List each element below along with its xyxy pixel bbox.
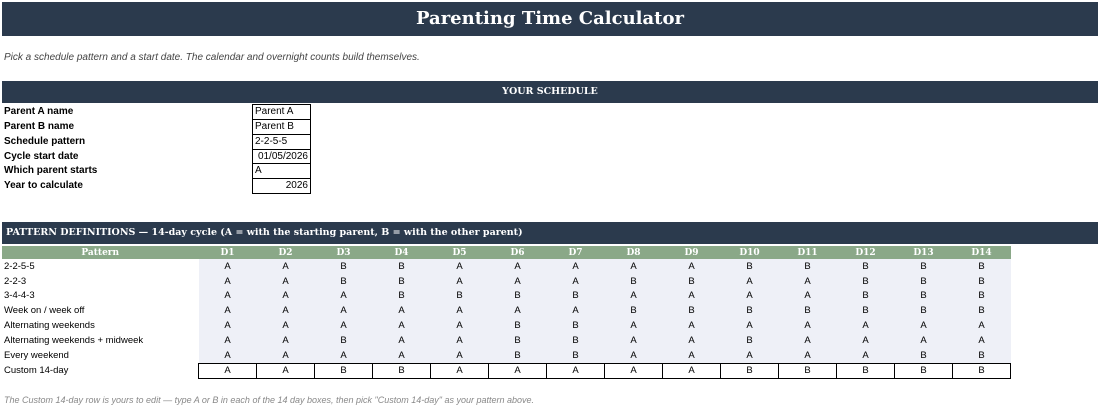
pattern-day-cell: B: [373, 274, 431, 289]
pattern-day-cell: B: [895, 274, 953, 289]
pattern-day-cell: A: [837, 348, 895, 363]
custom-day-cell[interactable]: B: [373, 363, 431, 379]
pattern-row: [2, 274, 1011, 289]
pattern-day-cell: A: [373, 333, 431, 348]
schedule-section-header: YOUR SCHEDULE: [2, 81, 1098, 103]
pattern-day-cell: A: [721, 289, 779, 304]
pattern-row: [2, 303, 1011, 318]
pattern-day-cell: B: [837, 259, 895, 274]
pattern-day-cell: B: [953, 303, 1011, 318]
pattern-name: 2-2-5-5: [4, 260, 35, 272]
pattern-day-cell: B: [721, 303, 779, 318]
pattern-day-cell: A: [199, 259, 257, 274]
day-column-header: D8: [605, 246, 663, 259]
pattern-day-cell: A: [257, 289, 315, 304]
pattern-day-cell: A: [199, 303, 257, 318]
custom-day-cell[interactable]: A: [199, 363, 257, 379]
pattern-day-cell: A: [605, 318, 663, 333]
pattern-day-cell: A: [663, 348, 721, 363]
day-column-header: D2: [257, 246, 315, 259]
custom-day-cell[interactable]: B: [837, 363, 895, 379]
day-column-header: D3: [315, 246, 373, 259]
pattern-day-cell: A: [431, 318, 489, 333]
pattern-day-cell: A: [315, 318, 373, 333]
pattern-day-cell: B: [489, 348, 547, 363]
day-column-header: D1: [199, 246, 257, 259]
pattern-day-cell: B: [431, 289, 489, 304]
pattern-day-cell: B: [953, 274, 1011, 289]
pattern-day-cell: A: [257, 318, 315, 333]
pattern-day-cell: A: [721, 318, 779, 333]
day-column-header: D10: [721, 246, 779, 259]
pattern-day-cell: A: [547, 274, 605, 289]
pattern-day-cell: A: [257, 303, 315, 318]
pattern-day-cell: A: [605, 259, 663, 274]
pattern-day-cell: A: [895, 318, 953, 333]
pattern-day-cell: A: [257, 333, 315, 348]
pattern-day-cell: B: [547, 348, 605, 363]
custom-day-cell[interactable]: A: [663, 363, 721, 379]
day-column-header: D14: [953, 246, 1011, 259]
pattern-day-cell: A: [373, 348, 431, 363]
custom-day-cell[interactable]: A: [489, 363, 547, 379]
custom-day-cell[interactable]: B: [895, 363, 953, 379]
pattern-day-cell: B: [721, 259, 779, 274]
custom-day-cell[interactable]: A: [431, 363, 489, 379]
pattern-day-cell: B: [837, 274, 895, 289]
pattern-day-cell: A: [431, 274, 489, 289]
pattern-day-cell: B: [373, 259, 431, 274]
pattern-day-cell: A: [779, 348, 837, 363]
pattern-name: Week on / week off: [4, 305, 85, 317]
pattern-day-cell: A: [431, 259, 489, 274]
pattern-day-cell: B: [895, 303, 953, 318]
pattern-day-cell: A: [315, 289, 373, 304]
parent-b-name-input[interactable]: Parent B: [252, 119, 311, 135]
pattern-day-cell: A: [431, 348, 489, 363]
pattern-day-cell: B: [953, 259, 1011, 274]
pattern-day-cell: B: [489, 289, 547, 304]
pattern-name: Every weekend: [4, 349, 69, 361]
day-column-header: D4: [373, 246, 431, 259]
pattern-day-cell: A: [315, 348, 373, 363]
pattern-day-cell: A: [257, 259, 315, 274]
starting-parent-label: Which parent starts: [4, 165, 98, 176]
pattern-day-cell: B: [489, 333, 547, 348]
pattern-day-cell: A: [663, 318, 721, 333]
pattern-day-cell: A: [605, 333, 663, 348]
pattern-day-cell: A: [779, 333, 837, 348]
pattern-day-cell: B: [315, 333, 373, 348]
pattern-day-cell: B: [315, 259, 373, 274]
pattern-day-cell: A: [605, 348, 663, 363]
cycle-start-date-input[interactable]: 01/05/2026: [252, 149, 311, 165]
pattern-name: Custom 14-day: [4, 365, 69, 377]
pattern-day-cell: B: [489, 318, 547, 333]
custom-day-cell[interactable]: B: [779, 363, 837, 379]
custom-day-cell[interactable]: A: [605, 363, 663, 379]
custom-day-cell[interactable]: B: [315, 363, 373, 379]
parent-a-name-label: Parent A name: [4, 106, 74, 117]
day-column-header: D11: [779, 246, 837, 259]
pattern-day-cell: A: [489, 303, 547, 318]
pattern-day-cell: A: [837, 333, 895, 348]
pattern-day-cell: B: [547, 318, 605, 333]
pattern-day-cell: A: [373, 303, 431, 318]
pattern-day-cell: A: [779, 318, 837, 333]
pattern-day-cell: A: [837, 318, 895, 333]
pattern-day-cell: A: [663, 333, 721, 348]
pattern-name: Alternating weekends + midweek: [4, 334, 144, 346]
pattern-day-cell: A: [895, 333, 953, 348]
pattern-day-cell: B: [547, 289, 605, 304]
pattern-day-cell: B: [895, 259, 953, 274]
pattern-day-cell: A: [199, 289, 257, 304]
schedule-pattern-label: Schedule pattern: [4, 136, 86, 147]
parent-a-name-input[interactable]: Parent A: [252, 104, 311, 120]
page-title: Parenting Time Calculator: [2, 2, 1098, 36]
day-column-header: D7: [547, 246, 605, 259]
pattern-row: [2, 318, 1011, 333]
day-column-header: D5: [431, 246, 489, 259]
pattern-day-cell: B: [779, 303, 837, 318]
cycle-start-date-label: Cycle start date: [4, 151, 79, 162]
custom-day-cell[interactable]: A: [257, 363, 315, 379]
custom-row-footnote: The Custom 14-day row is yours to edit — type A or B in each of the 14 day boxes, then pick "Custom 14-day" as your pattern above.: [4, 395, 534, 405]
custom-day-cell[interactable]: B: [721, 363, 779, 379]
pattern-day-cell: A: [779, 274, 837, 289]
pattern-day-cell: A: [605, 289, 663, 304]
pattern-day-cell: B: [315, 274, 373, 289]
pattern-day-cell: A: [547, 259, 605, 274]
pattern-day-cell: B: [837, 303, 895, 318]
custom-day-cell[interactable]: A: [547, 363, 605, 379]
day-column-header: D13: [895, 246, 953, 259]
pattern-day-cell: B: [605, 274, 663, 289]
pattern-day-cell: A: [489, 259, 547, 274]
pattern-column-header: Pattern: [2, 246, 199, 259]
pattern-day-cell: A: [721, 274, 779, 289]
pattern-day-cell: B: [663, 303, 721, 318]
custom-pattern-row: [2, 363, 1011, 379]
pattern-name: 2-2-3: [4, 275, 27, 287]
pattern-day-cell: A: [953, 318, 1011, 333]
schedule-pattern-input[interactable]: 2-2-5-5: [252, 134, 311, 150]
day-column-header: D12: [837, 246, 895, 259]
custom-day-cell[interactable]: B: [953, 363, 1011, 379]
parent-b-name-label: Parent B name: [4, 121, 75, 132]
pattern-day-cell: A: [199, 274, 257, 289]
pattern-name: 3-4-4-3: [4, 290, 35, 302]
pattern-day-cell: A: [199, 348, 257, 363]
pattern-day-cell: A: [953, 333, 1011, 348]
pattern-header-row: [2, 246, 1011, 259]
pattern-day-cell: A: [663, 289, 721, 304]
pattern-day-cell: B: [895, 289, 953, 304]
pattern-row: [2, 348, 1011, 363]
pattern-name: Alternating weekends: [4, 320, 95, 332]
pattern-day-cell: A: [257, 348, 315, 363]
pattern-day-cell: B: [605, 303, 663, 318]
day-column-header: D6: [489, 246, 547, 259]
pattern-day-cell: B: [953, 348, 1011, 363]
pattern-day-cell: B: [547, 333, 605, 348]
intro-text: Pick a schedule pattern and a start date. The calendar and overnight counts build themselves.: [4, 52, 420, 63]
pattern-day-cell: A: [199, 333, 257, 348]
pattern-day-cell: A: [431, 303, 489, 318]
pattern-day-cell: B: [373, 289, 431, 304]
pattern-row: [2, 289, 1011, 304]
pattern-day-cell: A: [199, 318, 257, 333]
pattern-day-cell: A: [489, 274, 547, 289]
pattern-day-cell: A: [431, 333, 489, 348]
pattern-day-cell: B: [779, 259, 837, 274]
starting-parent-input[interactable]: A: [252, 163, 311, 179]
pattern-row: [2, 333, 1011, 348]
pattern-day-cell: A: [721, 348, 779, 363]
day-column-header: D9: [663, 246, 721, 259]
pattern-day-cell: B: [721, 333, 779, 348]
pattern-day-cell: A: [257, 274, 315, 289]
pattern-day-cell: B: [663, 274, 721, 289]
pattern-table: [2, 246, 1011, 379]
pattern-section-header: PATTERN DEFINITIONS — 14-day cycle (A = with the starting parent, B = with the other parent): [2, 222, 1098, 244]
pattern-day-cell: A: [779, 289, 837, 304]
pattern-day-cell: B: [837, 289, 895, 304]
pattern-day-cell: A: [315, 303, 373, 318]
pattern-day-cell: A: [547, 303, 605, 318]
year-label: Year to calculate: [4, 180, 83, 191]
pattern-day-cell: A: [663, 259, 721, 274]
pattern-day-cell: B: [895, 348, 953, 363]
pattern-day-cell: B: [953, 289, 1011, 304]
year-input[interactable]: 2026: [252, 178, 311, 194]
pattern-day-cell: A: [373, 318, 431, 333]
pattern-row: [2, 259, 1011, 274]
